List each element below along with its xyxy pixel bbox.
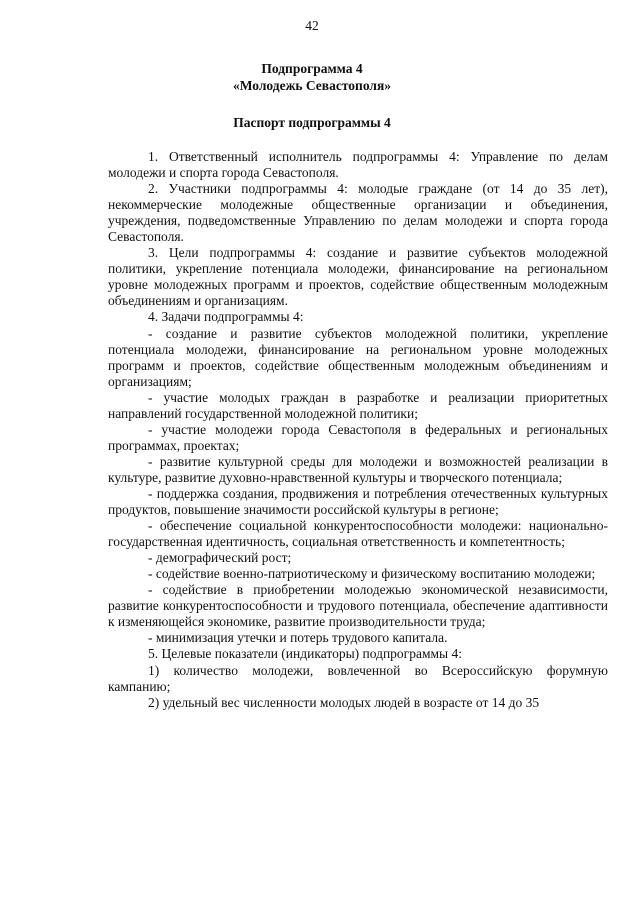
task-item: - поддержка создания, продвижения и потребления отечественных культурных продуктов, повышение значимости российской культуры в регионе;: [108, 485, 608, 518]
task-item: - содействие военно-патриотическому и физическому воспитанию молодежи;: [148, 566, 596, 582]
indicator-item: 2) удельный вес численности молодых людей в возрасте от 14 до 35: [148, 694, 540, 710]
document-body: [108, 149, 608, 711]
task-item: - развитие культурной среды для молодежи и возможностей реализации в культуре, развитие духовно-нравственной культуры и творческого потенциала;: [108, 453, 608, 485]
subprogram-title: Подпрограмма 4: [261, 61, 363, 76]
task-item: - содействие в приобретении молодежью экономической независимости, развитие конкурентоспособности и трудового потенциала, обеспечение адаптивности к изменяющейся экономике, развитие производительности труда;: [108, 582, 608, 630]
passport-heading: Паспорт подпрограммы 4: [233, 115, 391, 130]
paragraph-participants: 2. Участники подпрограммы 4: молодые граждане (от 14 до 35 лет), некоммерческие молодежные общественные организации и объединения, учреждения, подведомственные Управлению по делам молодежи и спорта города Севастополя.: [108, 181, 608, 245]
page-number: 42: [305, 18, 319, 33]
task-item: - минимизация утечки и потерь трудового капитала.: [148, 630, 448, 646]
task-item: - обеспечение социальной конкурентоспособности молодежи: национально-государственная идентичность, социальная ответственность и компетентность;: [108, 518, 608, 550]
paragraph-indicators-heading: 5. Целевые показатели (индикаторы) подпрограммы 4:: [148, 646, 462, 662]
paragraph-tasks-heading: 4. Задачи подпрограммы 4:: [148, 309, 304, 325]
subprogram-name: «Молодежь Севастополя»: [232, 78, 392, 93]
task-item: - участие молодых граждан в разработке и реализации приоритетных направлений государственной молодежной политики;: [108, 389, 608, 421]
task-item: - создание и развитие субъектов молодежной политики, укрепление потенциала молодежи, финансирование на региональном уровне молодежных программ и проектов, содействие общественным молодежным объединениям и организациям;: [108, 325, 608, 389]
indicator-item: 1) количество молодежи, вовлеченной во Всероссийскую форумную кампанию;: [108, 662, 608, 694]
task-item: - участие молодежи города Севастополя в федеральных и региональных программах, проектах;: [108, 421, 608, 453]
task-item: - демографический рост;: [148, 550, 292, 566]
paragraph-responsible-executor: 1. Ответственный исполнитель подпрограммы 4: Управление по делам молодежи и спорта города Севастополя.: [108, 149, 608, 181]
paragraph-goals: 3. Цели подпрограммы 4: создание и развитие субъектов молодежной политики, укрепление потенциала молодежи, финансирование на региональном уровне молодежных программ и проектов, содействие общественным молодежным объединениям и организациям.: [108, 245, 608, 309]
